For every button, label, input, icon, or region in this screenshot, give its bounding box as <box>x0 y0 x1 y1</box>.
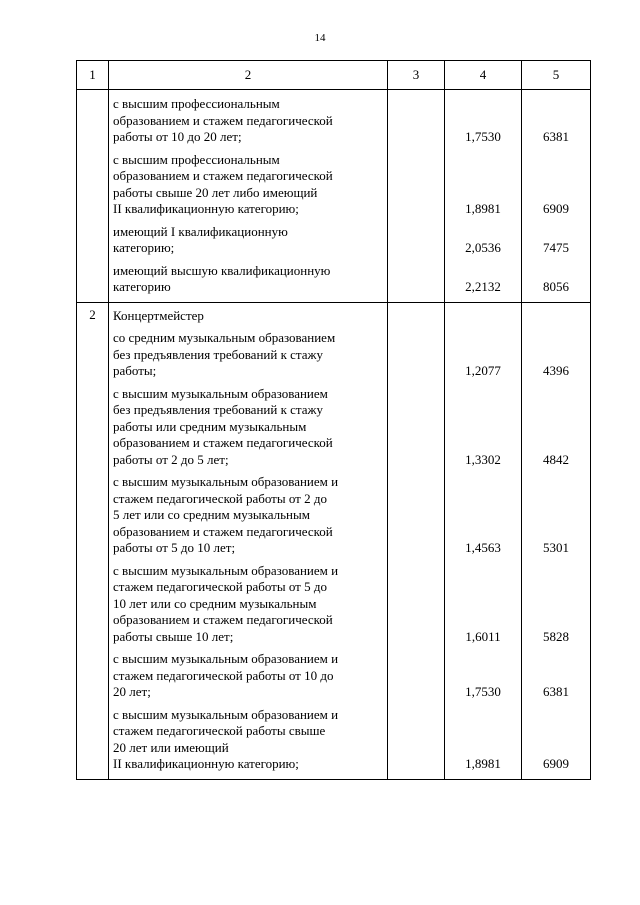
coefficient-value: 1,7530 <box>465 684 501 699</box>
coefficient-block <box>445 218 521 257</box>
amount-cell <box>522 302 591 779</box>
list-item <box>113 324 383 380</box>
amount-value: 8056 <box>543 279 569 294</box>
amount-block <box>522 257 590 296</box>
amount-block <box>522 557 590 646</box>
coefficient-block <box>445 468 521 557</box>
amount-value: 4396 <box>543 363 569 378</box>
coefficient-cell <box>445 90 522 303</box>
item-text-line: без предъявления требований к стажу <box>113 346 324 362</box>
header-row <box>77 61 591 90</box>
description-cell <box>109 302 388 779</box>
row-number-cell: 2 <box>77 302 109 779</box>
item-text-line: работы от 10 до 20 лет; <box>113 129 242 144</box>
amount-value: 4842 <box>543 451 569 467</box>
item-text-line: образованием и стажем педагогической <box>113 168 333 183</box>
item-text-line: II квалификационную категорию; <box>113 201 299 216</box>
amount-block <box>522 645 590 701</box>
header-cell-3: 3 <box>388 61 445 90</box>
item-text-line: образованием и стажем педагогической <box>113 612 333 627</box>
title-spacer <box>445 303 521 325</box>
coefficient-value: 1,6011 <box>465 628 501 644</box>
coefficient-value: 1,3302 <box>465 451 501 467</box>
item-text-line: с высшим музыкальным образованием и <box>113 651 339 666</box>
item-text-line: категорию; <box>113 240 175 255</box>
coefficient-block <box>445 324 521 380</box>
item-text-line: 10 лет или со средним музыкальным <box>113 595 317 611</box>
item-text-line: с высшим музыкальным образованием <box>113 385 328 401</box>
table-row <box>77 90 591 303</box>
list-item <box>113 557 383 646</box>
coefficient-cell <box>445 302 522 779</box>
coefficient-value: 1,2077 <box>465 363 501 378</box>
item-text-line: с высшим профессиональным <box>113 151 280 167</box>
column-3-cell <box>388 302 445 779</box>
header-cell-4: 4 <box>445 61 522 90</box>
title-spacer <box>522 303 590 325</box>
item-text-line: работы свыше 20 лет либо имеющий <box>113 184 318 200</box>
item-text-line: стажем педагогической работы от 10 до <box>113 667 334 683</box>
item-text-line: с высшим музыкальным образованием и <box>113 562 339 578</box>
section-title-text: Концертмейстер <box>113 307 204 323</box>
coefficient-value: 1,8981 <box>465 756 501 771</box>
amount-block <box>522 468 590 557</box>
item-text-line: 20 лет; <box>113 684 151 699</box>
header-cell-1: 1 <box>77 61 109 90</box>
item-text-line: образованием и стажем педагогической <box>113 523 333 539</box>
coefficient-block <box>445 645 521 701</box>
section-title <box>113 303 383 325</box>
table-row <box>77 302 591 779</box>
item-text-line: образованием и стажем педагогической <box>113 112 333 128</box>
item-text-line: имеющий I квалификационную <box>113 223 288 239</box>
amount-block <box>522 218 590 257</box>
amount-block <box>522 90 590 146</box>
coefficient-block <box>445 90 521 146</box>
coefficient-value: 2,0536 <box>465 240 501 255</box>
coefficient-block <box>445 380 521 469</box>
item-text-line: с высшим музыкальным образованием и <box>113 706 339 722</box>
item-text-line: работы от 2 до 5 лет; <box>113 451 229 467</box>
amount-value: 5828 <box>543 628 569 644</box>
item-text-line: образованием и стажем педагогической <box>113 435 333 450</box>
item-text-line: 5 лет или со средним музыкальным <box>113 507 310 522</box>
row-number-cell <box>77 90 109 303</box>
amount-value: 7475 <box>543 240 569 255</box>
page-number: 14 <box>314 32 326 44</box>
coefficient-block <box>445 701 521 773</box>
item-text-line: стажем педагогической работы свыше <box>113 723 326 738</box>
list-item <box>113 468 383 557</box>
item-text-line: стажем педагогической работы от 2 до <box>113 490 327 506</box>
coefficient-value: 1,8981 <box>465 201 501 216</box>
list-item <box>113 257 383 296</box>
list-item <box>113 146 383 218</box>
column-3-cell <box>388 90 445 303</box>
amount-block <box>522 146 590 218</box>
amount-value: 6381 <box>543 684 569 699</box>
item-text-line: со средним музыкальным образованием <box>113 330 336 345</box>
item-text-line: стажем педагогической работы от 5 до <box>113 579 327 594</box>
item-text-line: работы или средним музыкальным <box>113 418 307 434</box>
salary-table <box>76 60 591 780</box>
item-text-line: без предъявления требований к стажу <box>113 402 324 417</box>
item-text-line: работы; <box>113 363 157 378</box>
item-text-line: работы свыше 10 лет; <box>113 628 234 644</box>
list-item <box>113 218 383 257</box>
coefficient-value: 1,4563 <box>465 540 501 555</box>
item-text-line: имеющий высшую квалификационную <box>113 262 331 278</box>
coefficient-block <box>445 557 521 646</box>
item-text-line: с высшим профессиональным <box>113 96 280 111</box>
amount-cell <box>522 90 591 303</box>
list-item <box>113 701 383 773</box>
list-item <box>113 380 383 469</box>
amount-value: 6381 <box>543 129 569 144</box>
header-cell-5: 5 <box>522 61 591 90</box>
list-item <box>113 90 383 146</box>
coefficient-block <box>445 146 521 218</box>
coefficient-value: 2,2132 <box>465 279 501 294</box>
list-item <box>113 645 383 701</box>
header-cell-2: 2 <box>109 61 388 90</box>
amount-value: 6909 <box>543 756 569 771</box>
amount-block <box>522 701 590 773</box>
item-text-line: II квалификационную категорию; <box>113 756 299 771</box>
description-cell <box>109 90 388 303</box>
item-text-line: категорию <box>113 279 171 294</box>
coefficient-block <box>445 257 521 296</box>
item-text-line: 20 лет или имеющий <box>113 739 229 755</box>
item-text-line: с высшим музыкальным образованием и <box>113 474 339 489</box>
amount-block <box>522 380 590 469</box>
item-text-line: работы от 5 до 10 лет; <box>113 540 236 555</box>
amount-block <box>522 324 590 380</box>
amount-value: 6909 <box>543 201 569 216</box>
coefficient-value: 1,7530 <box>465 129 501 144</box>
amount-value: 5301 <box>543 540 569 555</box>
